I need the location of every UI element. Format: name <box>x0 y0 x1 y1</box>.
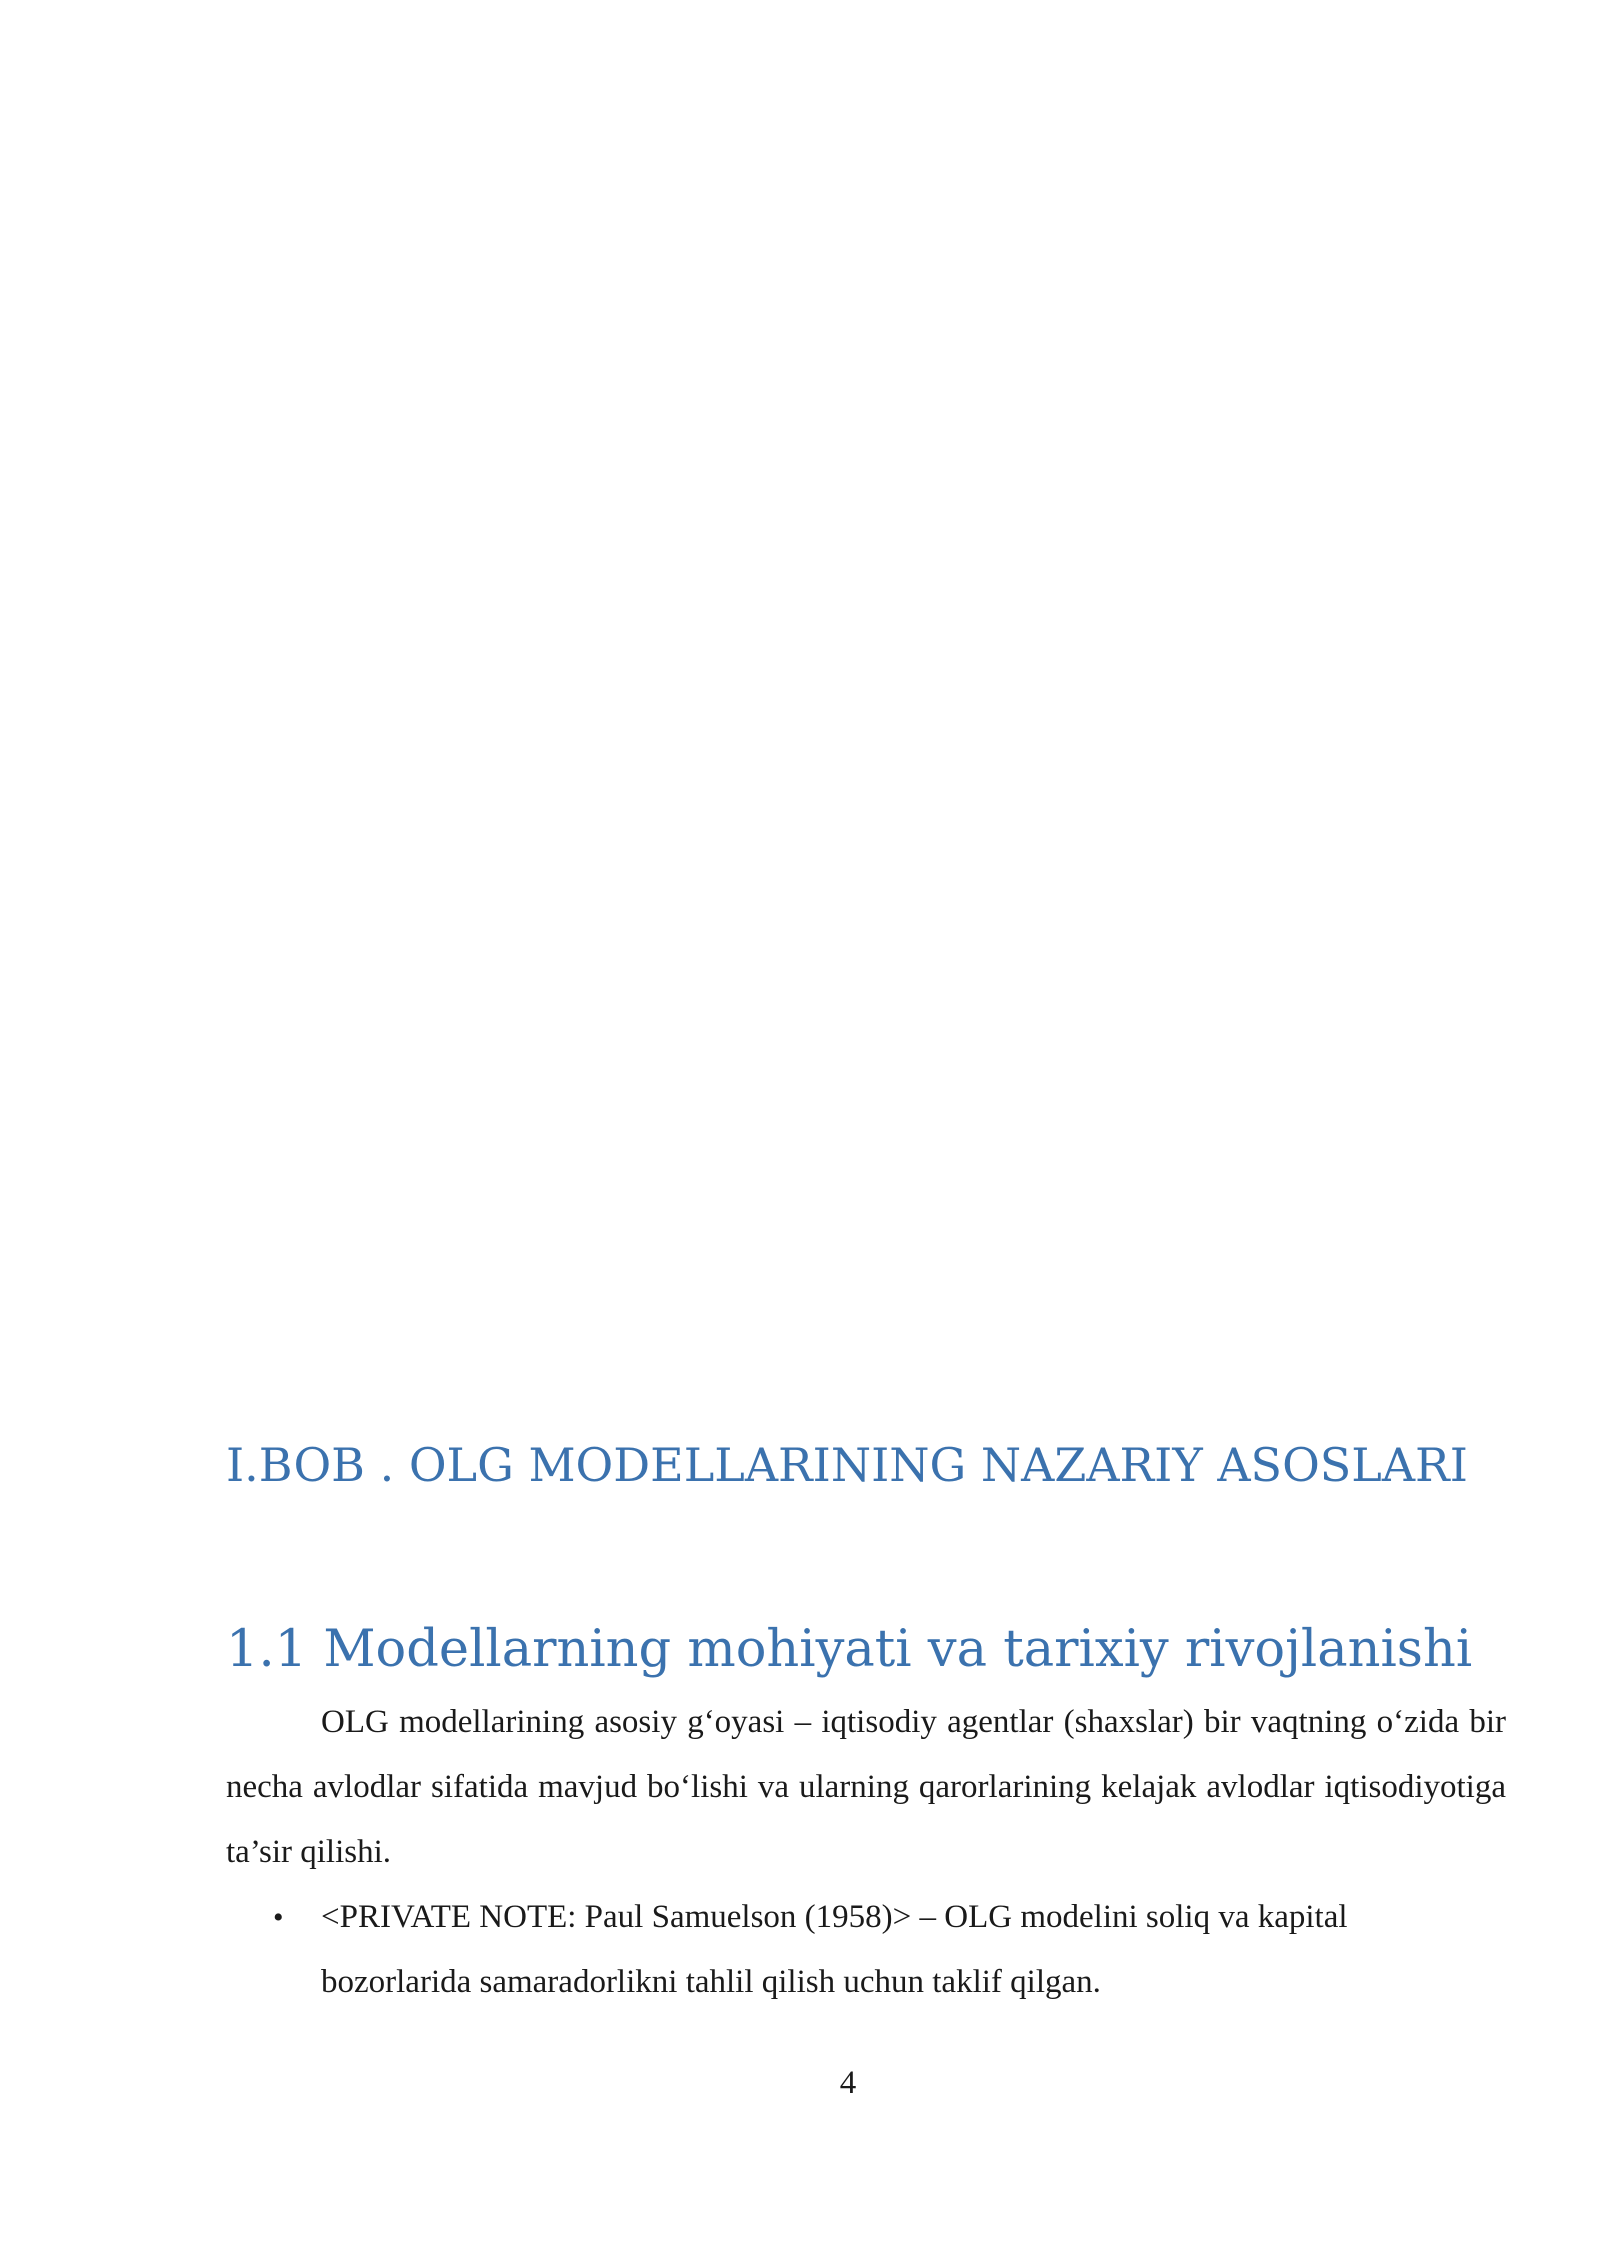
bullet-item <box>226 1885 1506 2015</box>
bullet-text: <PRIVATE NOTE: Paul Samuelson (1958)> – OLG modelini soliq va kapital bozorlarida samaradorlikni tahlil qilish uchun taklif qilgan. <box>321 1899 1348 2000</box>
section-title: 1.1 Modellarning mohiyati va tarixiy rivojlanishi <box>226 1620 1473 1679</box>
chapter-title: I.BOB . OLG MODELLARINING NAZARIY ASOSLARI <box>226 1438 1468 1492</box>
body-paragraph: OLG modellarining asosiy g‘oyasi – iqtisodiy agentlar (shaxslar) bir vaqtning o‘zida bir necha avlodlar sifatida mavjud bo‘lishi va ularning qarorlarining kelajak avlodlar iqtisodiyotiga ta’sir qilishi. <box>226 1704 1506 1870</box>
bullet-marker: • <box>273 1901 284 1934</box>
page-number: 4 <box>839 2065 857 2101</box>
bullet-list <box>226 1885 1506 2015</box>
